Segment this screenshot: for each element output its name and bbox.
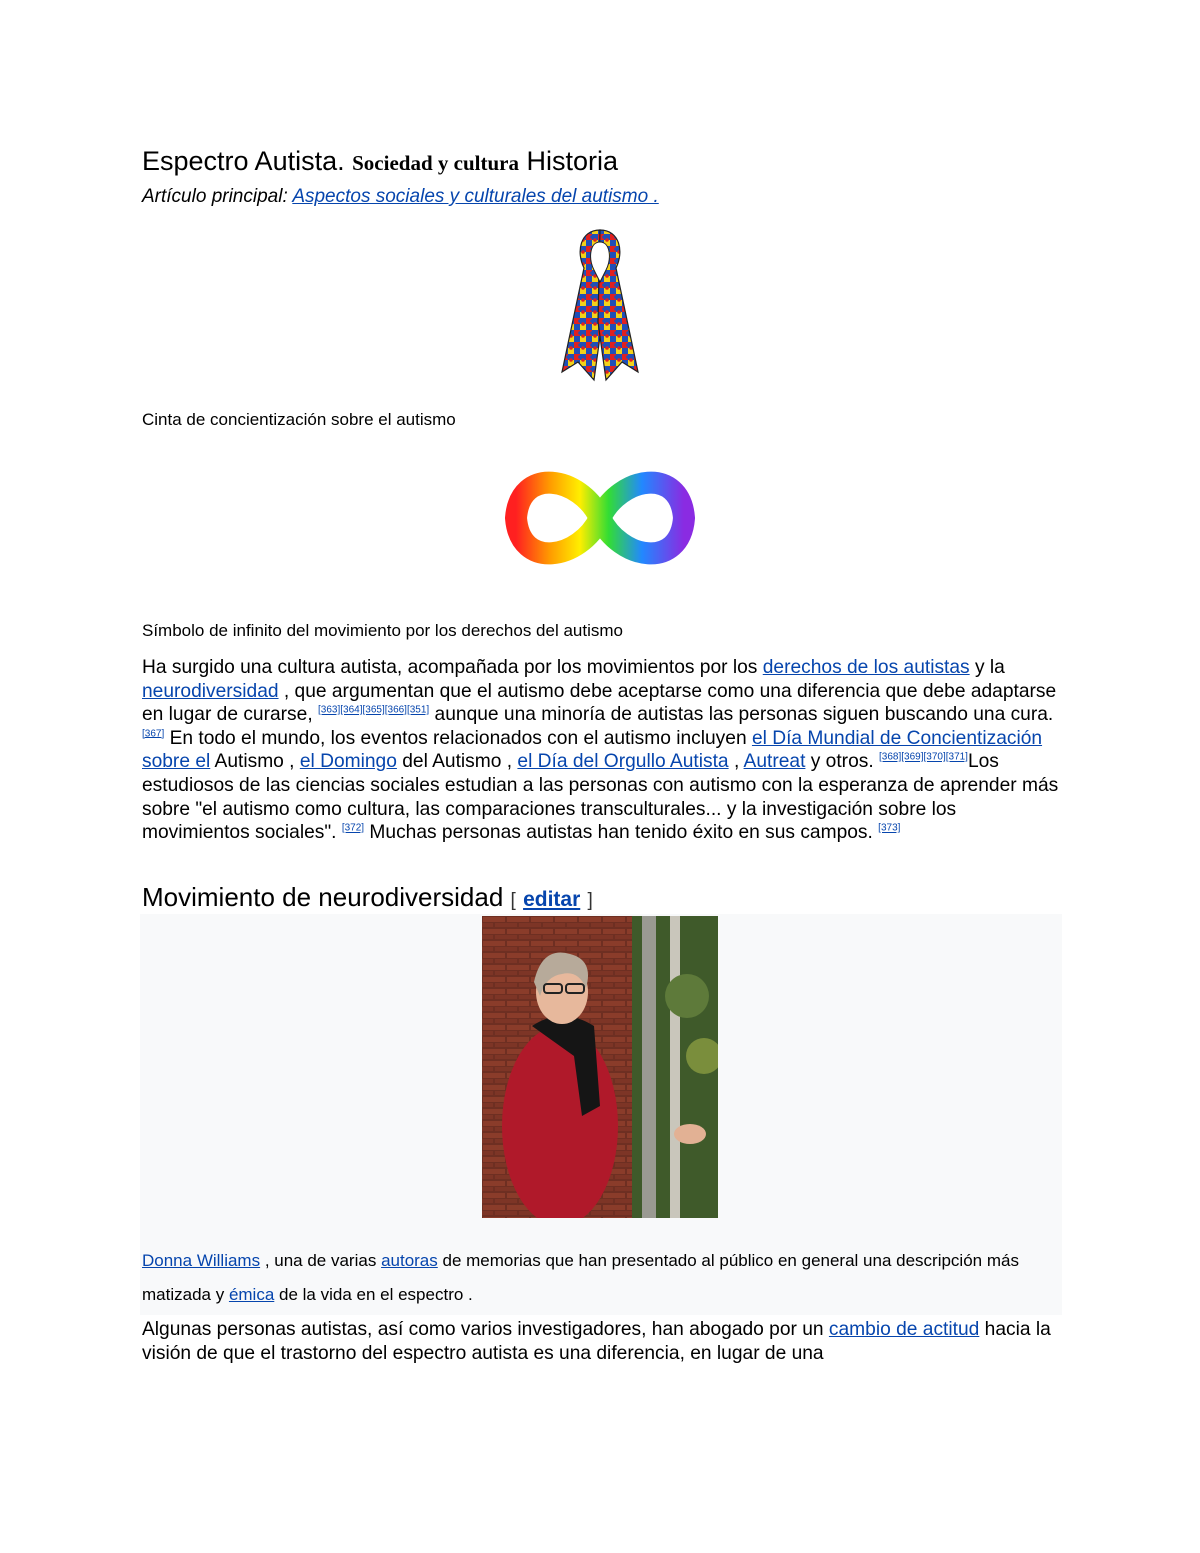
p1-text: , que argumentan que el autismo debe aceptarse como una diferencia que debe adaptarse en lugar de curarse, — [142, 680, 1057, 726]
main-article-note — [142, 186, 659, 208]
link-derechos-autistas[interactable]: derechos de los autistas — [762, 657, 970, 678]
caption-text: de la vida en el espectro . — [274, 1285, 473, 1304]
title-part-1: Espectro Autista. — [142, 146, 345, 176]
puzzle-ribbon-icon — [550, 222, 650, 382]
reference-link[interactable]: [373] — [878, 822, 901, 834]
link-donna-williams[interactable]: Donna Williams — [142, 1251, 261, 1270]
link-domingo[interactable]: el Domingo — [299, 751, 397, 773]
reference-link[interactable]: [363][364][365][366][351] — [318, 704, 430, 716]
p1-text: Autismo , — [210, 751, 300, 773]
link-autreat[interactable]: Autreat — [743, 751, 806, 773]
p1-text: En todo el mundo, los eventos relacionados con el autismo incluyen — [164, 727, 752, 749]
reference-link[interactable]: [367] — [142, 728, 165, 740]
link-emica[interactable]: émica — [228, 1285, 275, 1304]
p1-text: Los estudiosos de las ciencias sociales estudian a las personas con autismo con la esperanza de aprender más sobre "el autismo como cultura, las comparaciones transculturales... y la investigación sobre los movimientos sociales". — [142, 751, 1059, 844]
p1-text: y otros. — [805, 751, 879, 773]
link-cambio-actitud[interactable]: cambio de actitud — [828, 1319, 980, 1340]
p1-text: , — [728, 751, 744, 773]
link-dia-mundial[interactable]: el Día Mundial de Concientización sobre el — [142, 727, 1043, 773]
p1-text: aunque una minoría de autistas las personas siguen buscando una cura. — [429, 704, 1054, 726]
autism-ribbon-image — [550, 222, 650, 382]
page-title — [142, 146, 618, 177]
section-heading-text: Movimiento de neurodiversidad — [142, 882, 504, 912]
donna-williams-photo — [482, 916, 718, 1218]
p2-text: Algunas personas autistas, así como varios investigadores, han abogado por un — [142, 1319, 829, 1340]
p2-text: hacia la visión de que el trastorno del espectro autista es una diferencia, en lugar de una — [142, 1319, 1051, 1364]
section-heading — [142, 882, 593, 913]
culture-paragraph — [142, 656, 1062, 845]
title-part-2: Sociedad y cultura — [352, 151, 519, 175]
main-article-label: Artículo principal: — [142, 186, 288, 207]
infinity-symbol-image — [500, 456, 700, 580]
link-neurodiversidad[interactable]: neurodiversidad — [142, 680, 279, 702]
main-article-link[interactable]: Aspectos sociales y culturales del autismo . — [292, 186, 659, 207]
p1-text: Ha surgido una cultura autista, acompañada por los movimientos por los — [142, 657, 763, 678]
edit-link[interactable]: editar — [523, 888, 581, 911]
caption-text: de memorias que han presentado al público en general una descripción más matizada y — [142, 1251, 1019, 1304]
p1-text: Muchas personas autistas han tenido éxito en sus campos. — [364, 822, 879, 844]
rainbow-infinity-icon — [500, 456, 700, 580]
reference-link[interactable]: [368][369][370][371] — [879, 751, 968, 763]
figure-caption — [142, 1244, 1052, 1312]
neurodiversity-paragraph — [142, 1318, 1062, 1365]
reference-link[interactable]: [372] — [341, 822, 365, 834]
infinity-caption: Símbolo de infinito del movimiento por los derechos del autismo — [142, 621, 623, 640]
bracket-open: [ — [510, 890, 516, 911]
portrait-photo-icon — [482, 916, 718, 1218]
p1-text: y la — [969, 657, 1005, 678]
p1-text: del Autismo , — [396, 751, 518, 773]
caption-text: , una de varias — [260, 1251, 382, 1270]
title-part-3: Historia — [526, 146, 619, 176]
bracket-close: ] — [587, 890, 593, 911]
ribbon-caption: Cinta de concientización sobre el autismo — [142, 410, 456, 429]
link-autoras[interactable]: autoras — [381, 1251, 438, 1270]
link-dia-orgullo[interactable]: el Día del Orgullo Autista — [517, 751, 729, 773]
